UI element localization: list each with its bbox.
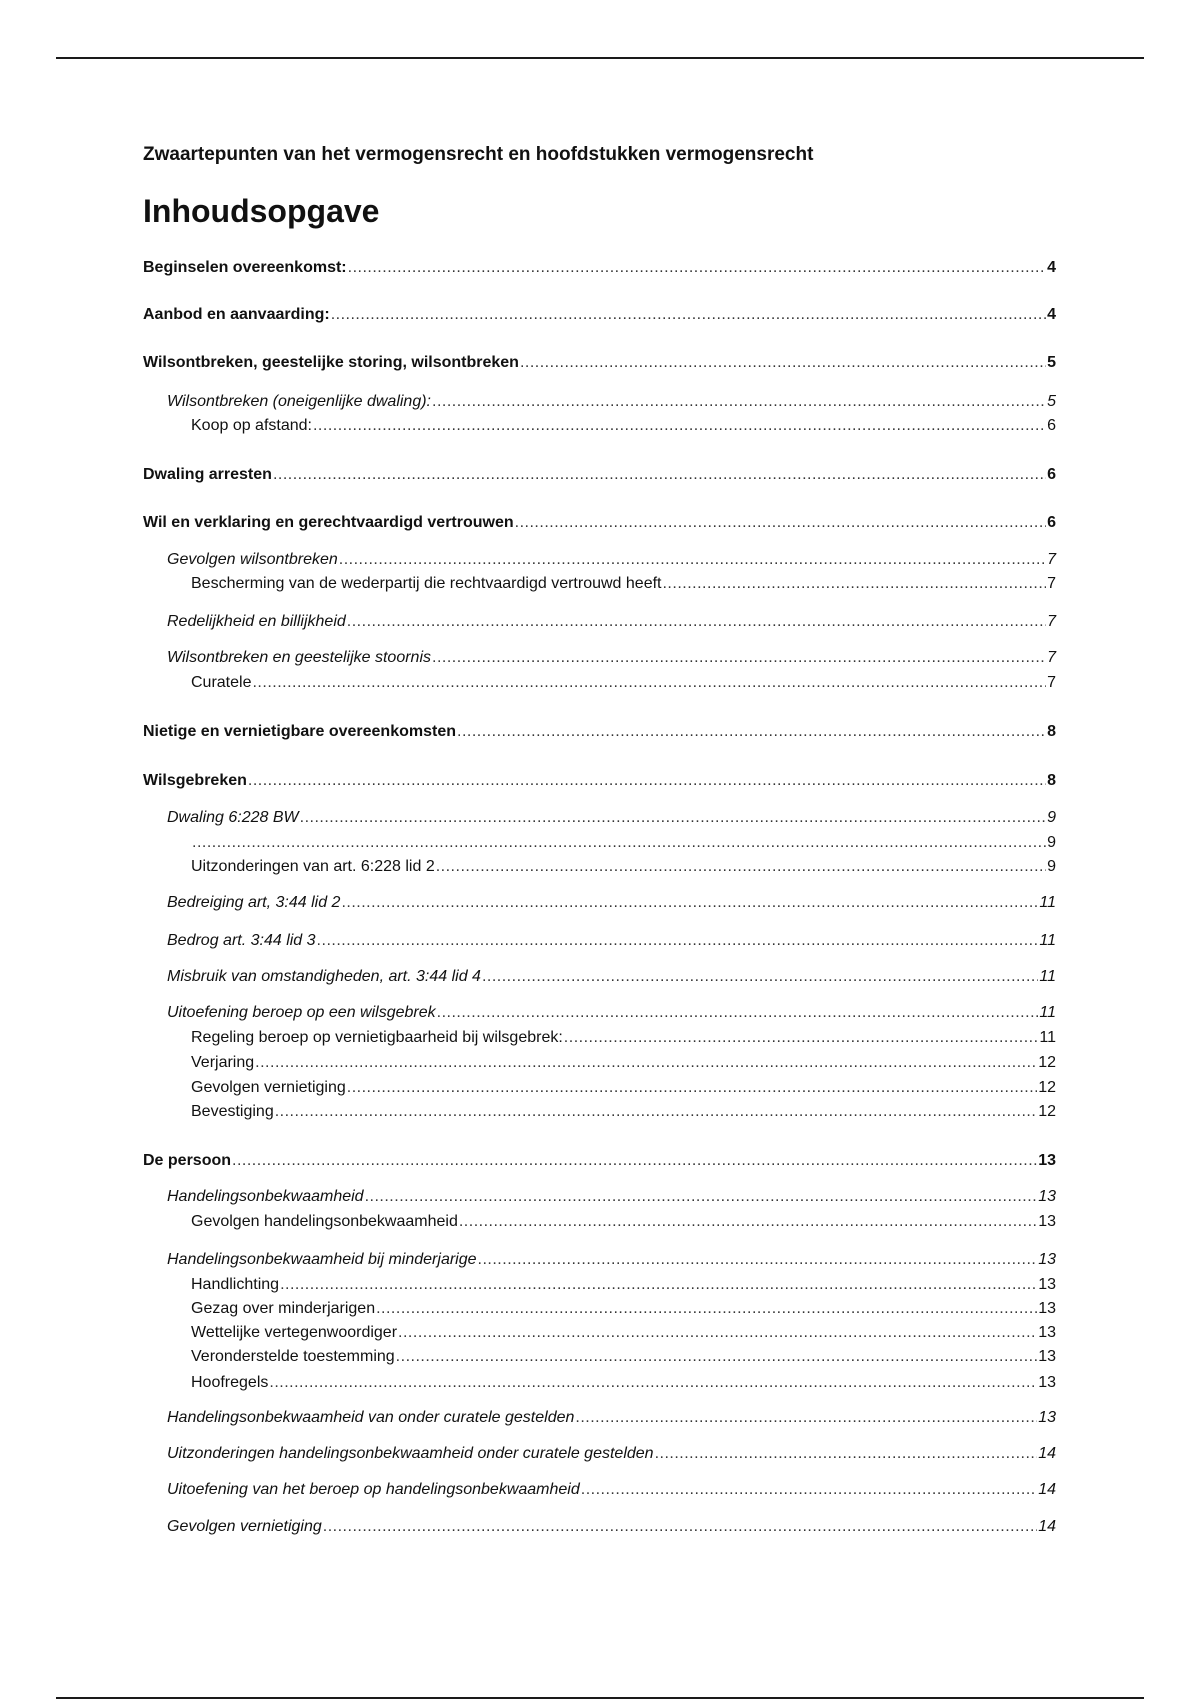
toc-entry[interactable]	[143, 513, 1056, 533]
toc-dot-leader	[655, 1444, 1038, 1464]
toc-entry-page-number: 12	[1038, 1054, 1056, 1071]
toc-entry-label: Wilsgebreken	[143, 772, 247, 789]
toc-entry-label: Uitzonderingen van art. 6:228 lid 2	[191, 858, 435, 875]
toc-dot-leader	[432, 392, 1046, 412]
toc-entry-label: Gevolgen vernietiging	[191, 1079, 346, 1096]
toc-entry-page-number: 4	[1047, 306, 1056, 323]
toc-entry-page-number: 14	[1038, 1518, 1056, 1535]
toc-dot-leader	[347, 1078, 1037, 1098]
toc-dot-leader	[252, 673, 1046, 693]
footer-rule	[56, 1697, 1144, 1699]
toc-dot-leader	[432, 648, 1046, 668]
toc-entry-label: Nietige en vernietigbare overeenkomsten	[143, 723, 456, 740]
toc-entry[interactable]	[143, 353, 1056, 373]
toc-dot-leader	[520, 353, 1046, 373]
toc-entry-page-number: 6	[1047, 417, 1056, 434]
toc-entry[interactable]	[191, 673, 1056, 693]
toc-entry-page-number: 11	[1039, 1004, 1056, 1021]
toc-entry-label: Handelingsonbekwaamheid	[167, 1188, 364, 1205]
toc-entry[interactable]	[167, 1480, 1056, 1500]
toc-entry-page-number: 11	[1039, 1029, 1056, 1046]
toc-entry[interactable]	[167, 967, 1056, 987]
toc-entry-page-number: 11	[1039, 894, 1056, 911]
toc-dot-leader	[313, 416, 1046, 436]
toc-entry-label: Gevolgen vernietiging	[167, 1518, 322, 1535]
toc-dot-leader	[457, 722, 1046, 742]
toc-entry-label: Verjaring	[191, 1054, 255, 1071]
toc-dot-leader	[331, 305, 1046, 325]
toc-entry[interactable]	[191, 1212, 1056, 1232]
toc-dot-leader	[398, 1323, 1037, 1343]
toc-entry[interactable]	[167, 612, 1056, 632]
toc-entry[interactable]	[143, 771, 1056, 791]
toc-entry-page-number: 9	[1047, 858, 1056, 875]
toc-entry[interactable]	[191, 416, 1056, 436]
toc-entry-page-number: 14	[1038, 1481, 1056, 1498]
toc-entry[interactable]	[167, 550, 1056, 570]
toc-entry-page-number: 7	[1047, 674, 1056, 691]
toc-entry-page-number: 8	[1047, 772, 1056, 789]
toc-entry[interactable]	[143, 465, 1056, 485]
toc-entry-page-number: 13	[1038, 1276, 1056, 1293]
toc-entry[interactable]	[191, 1053, 1056, 1073]
toc-entry-label: Beginselen overeenkomst:	[143, 259, 347, 276]
toc-dot-leader	[396, 1347, 1038, 1367]
toc-entry-page-number: 13	[1038, 1300, 1056, 1317]
toc-entry[interactable]	[167, 392, 1056, 412]
toc-entry-label: Redelijkheid en billijkheid	[167, 613, 346, 630]
toc-entry-page-number: 5	[1047, 354, 1056, 371]
toc-entry-page-number: 14	[1038, 1445, 1056, 1462]
toc-entry-page-number: 9	[1047, 809, 1056, 826]
toc-dot-leader	[662, 574, 1046, 594]
toc-entry-label: Aanbod en aanvaarding:	[143, 306, 330, 323]
toc-entry[interactable]	[191, 1275, 1056, 1295]
toc-dot-leader	[365, 1187, 1038, 1207]
toc-entry[interactable]	[167, 1408, 1056, 1428]
toc-entry-label: Wil en verklaring en gerechtvaardigd vertrouwen	[143, 514, 514, 531]
toc-entry[interactable]	[191, 574, 1056, 594]
toc-entry-label: Wilsontbreken, geestelijke storing, wilsontbreken	[143, 354, 519, 371]
toc-entry-page-number: 5	[1047, 393, 1056, 410]
toc-dot-leader	[341, 893, 1038, 913]
toc-entry-page-number: 7	[1047, 551, 1056, 568]
toc-entry-label: Bedreiging art, 3:44 lid 2	[167, 894, 341, 911]
toc-entry-label: Uitzonderingen handelingsonbekwaamheid onder curatele gestelden	[167, 1445, 654, 1462]
toc-entry[interactable]	[167, 1444, 1056, 1464]
toc-entry-page-number: 8	[1047, 723, 1056, 740]
toc-entry[interactable]	[167, 893, 1056, 913]
toc-entry-page-number: 12	[1038, 1103, 1056, 1120]
toc-entry-label: Wilsontbreken en geestelijke stoornis	[167, 649, 431, 666]
toc-entry[interactable]	[167, 1187, 1056, 1207]
toc-dot-leader	[581, 1480, 1037, 1500]
toc-dot-leader	[376, 1299, 1037, 1319]
toc-entry-label: Bescherming van de wederpartij die rechtvaardigd vertrouwd heeft	[191, 575, 662, 592]
toc-entry-label: Curatele	[191, 674, 252, 691]
toc-entry-page-number: 6	[1047, 514, 1056, 531]
toc-entry-label: Uitoefening beroep op een wilsgebrek	[167, 1004, 436, 1021]
toc-entry-label: Bedrog art. 3:44 lid 3	[167, 932, 316, 949]
toc-dot-leader	[273, 465, 1046, 485]
toc-entry[interactable]	[167, 1250, 1056, 1270]
header-rule	[56, 57, 1144, 59]
toc-entry-page-number: 4	[1047, 259, 1056, 276]
toc-dot-leader	[575, 1408, 1037, 1428]
toc-entry-label: Uitoefening van het beroep op handelingsonbekwaamheid	[167, 1481, 580, 1498]
toc-dot-leader	[348, 258, 1046, 278]
toc-entry[interactable]	[191, 1323, 1056, 1343]
toc-entry-page-number: 13	[1038, 1152, 1056, 1169]
toc-entry[interactable]	[191, 1102, 1056, 1122]
toc-dot-leader	[459, 1212, 1037, 1232]
toc-entry-label: Wilsontbreken (oneigenlijke dwaling):	[167, 393, 431, 410]
toc-entry-label: Handelingsonbekwaamheid bij minderjarige	[167, 1251, 477, 1268]
toc-entry[interactable]	[167, 1003, 1056, 1023]
toc-dot-leader	[482, 967, 1038, 987]
toc-heading: Inhoudsopgave	[143, 193, 380, 229]
toc-dot-leader	[269, 1373, 1037, 1393]
toc-entry[interactable]	[191, 833, 1056, 853]
toc-dot-leader	[300, 808, 1046, 828]
toc-dot-leader	[478, 1250, 1038, 1270]
toc-dot-leader	[280, 1275, 1037, 1295]
toc-entry-label: Koop op afstand:	[191, 417, 312, 434]
toc-entry-page-number: 13	[1038, 1324, 1056, 1341]
toc-entry[interactable]	[191, 1299, 1056, 1319]
toc-entry-label: Dwaling 6:228 BW	[167, 809, 299, 826]
toc-entry[interactable]	[143, 722, 1056, 742]
toc-entry-page-number: 7	[1047, 613, 1056, 630]
toc-entry-page-number: 6	[1047, 466, 1056, 483]
toc-dot-leader	[255, 1053, 1037, 1073]
toc-entry-page-number: 11	[1039, 932, 1056, 949]
toc-entry[interactable]	[167, 1517, 1056, 1537]
toc-entry-label: Gezag over minderjarigen	[191, 1300, 376, 1317]
toc-dot-leader	[323, 1517, 1037, 1537]
toc-entry-page-number: 13	[1038, 1188, 1056, 1205]
toc-entry-page-number: 13	[1038, 1213, 1056, 1230]
toc-entry-label: Hoofregels	[191, 1374, 269, 1391]
toc-entry[interactable]	[143, 1151, 1056, 1171]
toc-entry-page-number: 12	[1038, 1079, 1056, 1096]
toc-entry[interactable]	[191, 1347, 1056, 1367]
toc-entry[interactable]	[167, 648, 1056, 668]
toc-entry-label: Bevestiging	[191, 1103, 274, 1120]
toc-entry[interactable]	[191, 1373, 1056, 1393]
toc-entry-label: Gevolgen handelingsonbekwaamheid	[191, 1213, 458, 1230]
toc-entry-label: De persoon	[143, 1152, 232, 1169]
toc-dot-leader	[317, 931, 1039, 951]
toc-entry-label: Handlichting	[191, 1276, 280, 1293]
toc-dot-leader	[192, 833, 1046, 853]
toc-entry[interactable]	[191, 857, 1056, 877]
toc-entry-label: Regeling beroep op vernietigbaarheid bij wilsgebrek:	[191, 1029, 563, 1046]
toc-entry-page-number: 13	[1038, 1409, 1056, 1426]
document-title: Zwaartepunten van het vermogensrecht en hoofdstukken vermogensrecht	[143, 144, 814, 165]
toc-entry[interactable]	[167, 808, 1056, 828]
toc-dot-leader	[347, 612, 1046, 632]
toc-dot-leader	[564, 1028, 1039, 1048]
toc-entry-page-number: 7	[1047, 575, 1056, 592]
toc-entry-label: Veronderstelde toestemming	[191, 1348, 395, 1365]
toc-entry-page-number: 13	[1038, 1251, 1056, 1268]
toc-entry[interactable]	[143, 258, 1056, 278]
toc-dot-leader	[437, 1003, 1039, 1023]
toc-dot-leader	[275, 1102, 1037, 1122]
toc-entry-page-number: 9	[1047, 834, 1056, 851]
toc-dot-leader	[515, 513, 1046, 533]
toc-entry-page-number: 13	[1038, 1374, 1056, 1391]
toc-entry[interactable]	[191, 1028, 1056, 1048]
toc-dot-leader	[248, 771, 1046, 791]
toc-entry-label: Dwaling arresten	[143, 466, 272, 483]
toc-entry-page-number: 11	[1039, 968, 1056, 985]
toc-entry-page-number: 13	[1038, 1348, 1056, 1365]
toc-entry-label: Handelingsonbekwaamheid van onder curatele gestelden	[167, 1409, 575, 1426]
toc-entry-label: Gevolgen wilsontbreken	[167, 551, 338, 568]
toc-dot-leader	[232, 1151, 1037, 1171]
toc-entry-label: Wettelijke vertegenwoordiger	[191, 1324, 398, 1341]
toc-entry-page-number: 7	[1047, 649, 1056, 666]
toc-dot-leader	[436, 857, 1046, 877]
toc-entry[interactable]	[167, 931, 1056, 951]
toc-entry[interactable]	[191, 1078, 1056, 1098]
toc-dot-leader	[339, 550, 1046, 570]
toc-entry[interactable]	[143, 305, 1056, 325]
toc-entry-label: Misbruik van omstandigheden, art. 3:44 lid 4	[167, 968, 481, 985]
